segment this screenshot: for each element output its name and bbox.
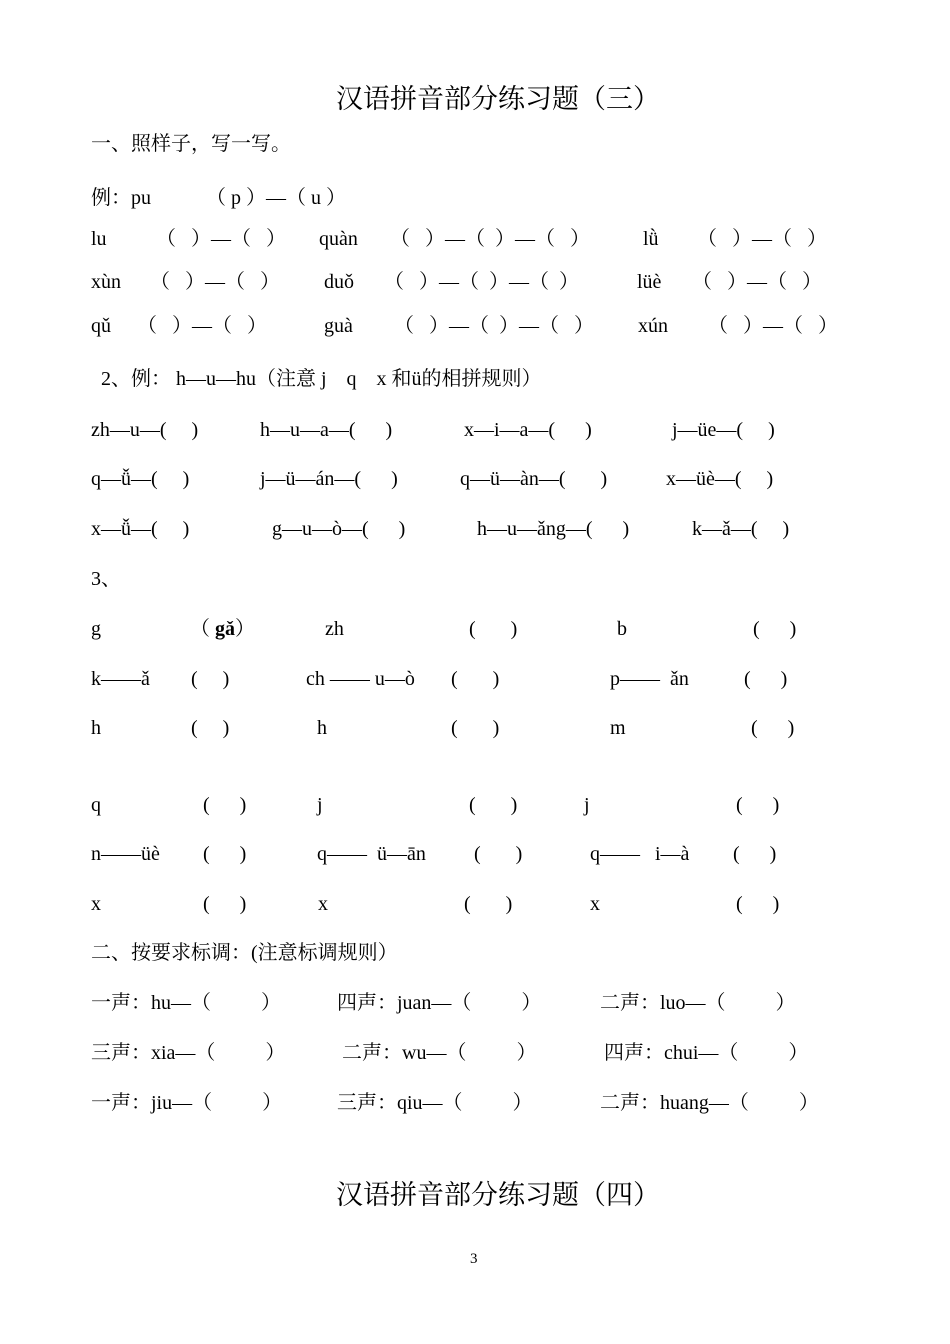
initial-letter: j xyxy=(584,794,590,816)
initial-letter: m xyxy=(610,717,626,739)
answer-blank: ( ) xyxy=(469,618,518,640)
spelling-item: ch —— u—ò xyxy=(306,668,415,690)
answer-blank: ( ) xyxy=(736,893,780,915)
answer-blank: ( ) xyxy=(474,843,523,865)
answer-blank: ( ) xyxy=(469,794,518,816)
exercise-word: xún xyxy=(638,315,668,337)
spelling-item: g—u—ò—( ) xyxy=(272,518,406,540)
sample-answer: gǎ xyxy=(215,618,235,640)
answer-blank: ( ) xyxy=(751,717,795,739)
next-page-title: 汉语拼音部分练习题（四） xyxy=(336,1180,660,1210)
answer-blank: ( ) xyxy=(733,843,777,865)
spelling-item: h—u—ǎng—( ) xyxy=(477,518,630,540)
spelling-item: k——ǎ xyxy=(91,668,150,690)
example-answer: （ p ）—（ u ） xyxy=(206,187,346,209)
exercise-word: guà xyxy=(324,315,353,337)
answer-blank: ( ) xyxy=(203,794,247,816)
spelling-item: x—ǚ—( ) xyxy=(91,518,190,540)
spelling-item: q—ǚ—( ) xyxy=(91,468,190,490)
answer-blank: ( ) xyxy=(191,717,230,739)
tone-item: 一声：hu—（ ） xyxy=(91,992,281,1014)
spelling-item: q—— i—à xyxy=(590,843,690,865)
initial-letter: zh xyxy=(325,618,344,640)
answer-blank: （ ）—（ ） xyxy=(697,228,827,250)
initial-letter: x xyxy=(590,893,600,915)
answer-blank: （ ）—（ ） xyxy=(156,228,286,250)
initial-letter: q xyxy=(91,794,101,816)
answer-blank: （ ）—（ ）—（ ） xyxy=(384,271,579,293)
initial-letter: h xyxy=(317,717,327,739)
spelling-item: x—i—a—( ) xyxy=(464,419,592,441)
section1-heading: 一、照样子，写一写。 xyxy=(91,133,291,155)
spelling-item: p—— ǎn xyxy=(610,668,689,690)
bracket-open: （ xyxy=(190,618,215,640)
answer-blank: ( ) xyxy=(203,893,247,915)
exercise-word: qǔ xyxy=(91,315,111,337)
spelling-item: zh—u—( ) xyxy=(91,419,199,441)
initial-letter: b xyxy=(617,618,627,640)
answer-blank: （ ）—（ ） xyxy=(692,271,822,293)
page-number: 3 xyxy=(470,1251,478,1267)
bracket-close: ） xyxy=(235,618,255,640)
tone-item: 四声：chui—（ ） xyxy=(604,1042,809,1064)
answer-blank: ( ) xyxy=(736,794,780,816)
section2-heading: 2、例： h—u—hu（注意 j q x 和ü的相拼规则） xyxy=(101,368,542,390)
answer-blank: （ ）—（ ） xyxy=(708,315,838,337)
spelling-item: x—üè—( ) xyxy=(666,468,774,490)
exercise-word: xùn xyxy=(91,271,121,293)
spelling-item: k—ǎ—( ) xyxy=(692,518,790,540)
initial-letter: x xyxy=(91,893,101,915)
exercise-word: lǜ xyxy=(643,228,659,250)
tone-item: 四声：juan—（ ） xyxy=(337,992,542,1014)
initial-letter: x xyxy=(318,893,328,915)
answer-blank: ( ) xyxy=(464,893,513,915)
answer-blank: ( ) xyxy=(191,668,230,690)
answer-blank: （ ）—（ ）—（ ） xyxy=(390,228,590,250)
answer-blank: ( ) xyxy=(203,843,247,865)
spelling-item: j—üe—( ) xyxy=(672,419,775,441)
section3-heading: 3、 xyxy=(91,568,121,590)
spelling-item: q—— ü—ān xyxy=(317,843,426,865)
answer-blank: ( ) xyxy=(451,668,500,690)
answer-blank: （ ）—（ ） xyxy=(137,315,267,337)
section4-heading: 二、按要求标调：(注意标调规则） xyxy=(91,942,398,964)
tone-item: 二声：luo—（ ） xyxy=(600,992,796,1014)
tone-item: 二声：huang—（ ） xyxy=(600,1092,819,1114)
tone-item: 三声：xia—（ ） xyxy=(91,1042,286,1064)
example-label: 例：pu xyxy=(91,187,151,209)
exercise-word: quàn xyxy=(319,228,358,250)
page-title: 汉语拼音部分练习题（三） xyxy=(336,84,660,114)
exercise-word: lüè xyxy=(637,271,662,293)
initial-letter: h xyxy=(91,717,101,739)
exercise-word: lu xyxy=(91,228,107,250)
answer-blank xyxy=(190,619,255,639)
spelling-item: h—u—a—( ) xyxy=(260,419,393,441)
answer-blank: ( ) xyxy=(451,717,500,739)
spelling-item: q—ü—àn—( ) xyxy=(460,468,608,490)
answer-blank: （ ）—（ ） xyxy=(150,271,280,293)
tone-item: 二声：wu—（ ） xyxy=(342,1042,537,1064)
answer-blank: ( ) xyxy=(744,668,788,690)
tone-item: 三声：qiu—（ ） xyxy=(337,1092,533,1114)
exercise-word: duǒ xyxy=(324,271,354,293)
tone-item: 一声：jiu—（ ） xyxy=(91,1092,283,1114)
spelling-item: n——üè xyxy=(91,843,160,865)
answer-blank: （ ）—（ ）—（ ） xyxy=(394,315,594,337)
initial-letter: g xyxy=(91,618,101,640)
spelling-item: j—ü—án—( ) xyxy=(260,468,398,490)
answer-blank: ( ) xyxy=(753,618,797,640)
initial-letter: j xyxy=(317,794,323,816)
